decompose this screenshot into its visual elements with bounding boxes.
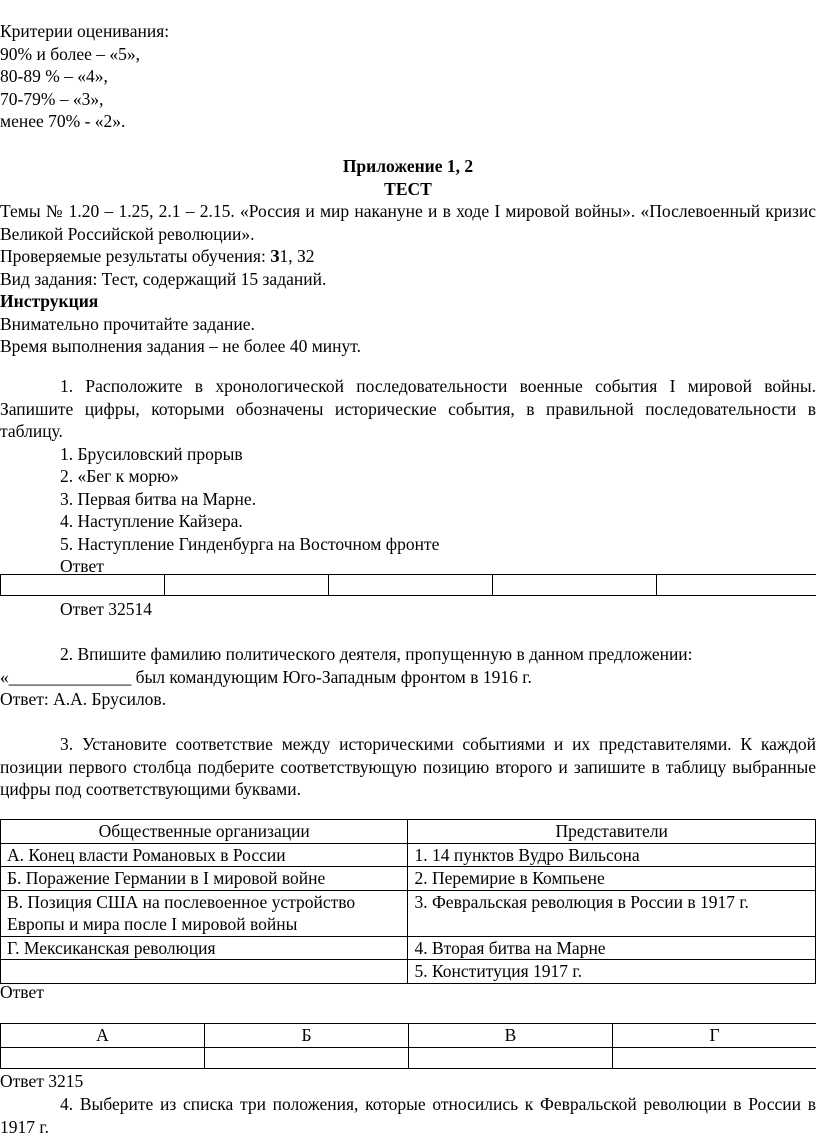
answer-text: Ответ: А.А. Брусилов. [0, 688, 816, 711]
matching-right-cell: 1. 14 пунктов Вудро Вильсона [408, 843, 816, 867]
question-3-answer-label-wrap [0, 981, 816, 1004]
test-heading: ТЕСТ [0, 178, 816, 201]
instruction-line: Внимательно прочитайте задание. [0, 313, 816, 336]
question-3 [0, 733, 816, 801]
answer-cell[interactable] [1, 575, 165, 596]
answer-cell[interactable] [613, 1047, 816, 1068]
matching-header-right: Представители [408, 820, 816, 844]
question-2-sentence: «______________ был командующим Юго-Западным фронтом в 1916 г. [0, 666, 816, 689]
letter-header: Б [205, 1024, 409, 1048]
matching-left-cell: В. Позиция США на послевоенное устройство Европы и мира после I мировой войны [1, 890, 408, 936]
matching-right-cell: 5. Конституция 1917 г. [408, 960, 816, 984]
criteria-line: 70-79% – «3», [0, 88, 816, 111]
question-1 [0, 375, 816, 578]
list-item: 3. Первая битва на Марне. [0, 488, 816, 511]
question-1-answer-table [0, 574, 816, 596]
answer-cell[interactable] [329, 575, 493, 596]
grading-criteria [0, 20, 816, 133]
answer-label: Ответ [0, 555, 816, 578]
question-1-options [0, 443, 816, 578]
answer-text: Ответ 3215 [0, 1070, 816, 1093]
answer-cell[interactable] [657, 575, 816, 596]
criteria-title: Критерии оценивания: [0, 20, 816, 43]
results-bold: З [270, 246, 279, 266]
matching-right-cell: 4. Вторая битва на Марне [408, 936, 816, 960]
matching-left-cell: Г. Мексиканская революция [1, 936, 408, 960]
answer-cell[interactable] [1, 1047, 205, 1068]
criteria-line: 80-89 % – «4», [0, 65, 816, 88]
appendix-header [0, 155, 816, 200]
question-3-answer [0, 1070, 816, 1093]
list-item: 2. «Бег к морю» [0, 465, 816, 488]
instruction-line: Время выполнения задания – не более 40 минут. [0, 335, 816, 358]
letter-header: Г [613, 1024, 816, 1048]
instruction-title: Инструкция [0, 290, 816, 313]
list-item: 1. Брусиловский прорыв [0, 443, 816, 466]
letter-header: В [409, 1024, 613, 1048]
appendix-heading: Приложение 1, 2 [0, 155, 816, 178]
results-label: Проверяемые результаты обучения: [0, 246, 270, 266]
letters-answer-table [0, 1023, 816, 1069]
answer-cell[interactable] [165, 575, 329, 596]
list-item: 4. Наступление Кайзера. [0, 510, 816, 533]
answer-text: Ответ 32514 [60, 598, 816, 621]
matching-left-cell: А. Конец власти Романовых в России [1, 843, 408, 867]
matching-right-cell: 3. Февральская революция в России в 1917 г. [408, 890, 816, 936]
question-2 [0, 643, 816, 711]
results-rest: 1, З2 [279, 246, 314, 266]
criteria-line: 90% и более – «5», [0, 43, 816, 66]
topics-text: Темы № 1.20 – 1.25, 2.1 – 2.15. «Россия и мир накануне и в ходе I мировой войны». «Послевоенный кризис Великой Российской революции». [0, 200, 816, 245]
matching-table [0, 819, 816, 984]
question-3-text: 3. Установите соответствие между историческими событиями и их представителями. К каждой позиции первого столбца подберите соответствующую позицию второго и запишите в таблицу выбранные цифры под соответствующими буквами. [0, 733, 816, 801]
task-type: Вид задания: Тест, содержащий 15 заданий. [0, 268, 816, 291]
answer-label: Ответ [0, 981, 816, 1004]
question-1-text: 1. Расположите в хронологической последовательности военные события I мировой войны. Запишите цифры, которыми обозначены исторические события, в правильной последовательности в таблицу. [0, 375, 816, 443]
matching-header-left: Общественные организации [1, 820, 408, 844]
results-line [0, 245, 816, 268]
question-1-answer [0, 598, 816, 621]
criteria-line: менее 70% - «2». [0, 110, 816, 133]
test-info [0, 200, 816, 358]
letter-header: А [1, 1024, 205, 1048]
matching-left-cell [1, 960, 408, 984]
matching-right-cell: 2. Перемирие в Компьене [408, 867, 816, 891]
matching-left-cell: Б. Поражение Германии в I мировой войне [1, 867, 408, 891]
question-4-text: 4. Выберите из списка три положения, которые относились к Февральской революции в России в 1917 г. [0, 1093, 816, 1138]
answer-cell[interactable] [493, 575, 657, 596]
question-4 [0, 1093, 816, 1138]
question-2-text: 2. Впишите фамилию политического деятеля, пропущенную в данном предложении: [0, 643, 816, 666]
list-item: 5. Наступление Гинденбурга на Восточном фронте [0, 533, 816, 556]
answer-cell[interactable] [205, 1047, 409, 1068]
answer-cell[interactable] [409, 1047, 613, 1068]
